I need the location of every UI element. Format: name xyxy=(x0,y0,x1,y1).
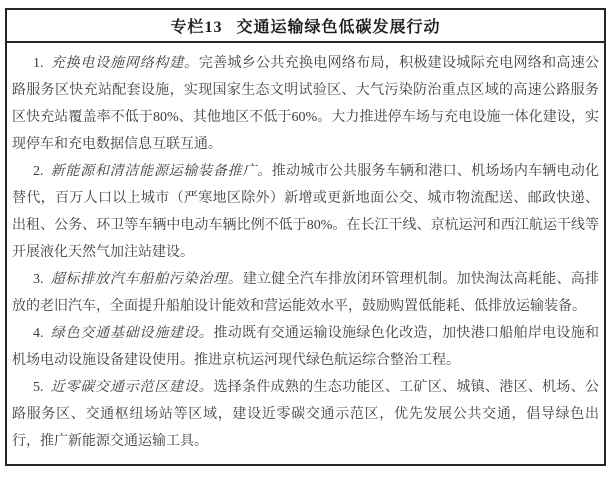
clause-5-lead: 近零碳交通示范区建设。 xyxy=(50,380,214,395)
clause-5 xyxy=(12,374,599,455)
clause-4-lead: 绿色交通基础设施建设。 xyxy=(50,326,214,341)
clause-1-text: 完善城乡公共充换电网络布局，积极建设城际充电网络和高速公路服务区快充站配套设施，实现国家生态文明试验区、大气污染防治重点区域的高速公路服务区快充站覆盖率不低于80%、其他地区不低于60%。大力推进停车场与充电设施一体化建设，实现停车和充电数据信息互联互通。 xyxy=(12,56,600,152)
panel-title-text: 交通运输绿色低碳发展行动 xyxy=(236,19,441,36)
panel-title xyxy=(7,10,604,43)
clause-1 xyxy=(12,50,599,158)
clause-2 xyxy=(12,158,599,266)
clause-5-number: 5. xyxy=(33,380,44,395)
clause-3-text: 建立健全汽车排放闭环管理机制。加快淘汰高耗能、高排放的老旧汽车，全面提升船舶设计能效和营运能效水平，鼓励购置低能耗、低排放运输装备。 xyxy=(12,272,600,314)
clause-2-number: 2. xyxy=(33,164,44,179)
panel-title-number: 专栏13 xyxy=(170,19,223,36)
clause-4-text: 推动既有交通运输设施绿色化改造，加快港口船舶岸电设施和机场电动设施设备建设使用。推进京杭运河现代绿色航运综合整治工程。 xyxy=(12,326,600,368)
clause-1-number: 1. xyxy=(33,56,44,71)
clause-3-lead: 超标排放汽车船舶污染治理。 xyxy=(50,272,243,287)
clause-3-number: 3. xyxy=(33,272,44,287)
clause-5-text: 选择条件成熟的生态功能区、工矿区、城镇、港区、机场、公路服务区、交通枢纽场站等区域，建设近零碳交通示范区，优先发展公共交通，倡导绿色出行，推广新能源交通运输工具。 xyxy=(12,380,600,449)
column-box-panel xyxy=(5,8,606,466)
clause-4 xyxy=(12,320,599,374)
clause-2-text: 推动城市公共服务车辆和港口、机场场内车辆电动化替代，百万人口以上城市（严寒地区除外）新增或更新地面公交、城市物流配送、邮政快递、出租、公务、环卫等车辆中电动车辆比例不低于80%。在长江干线、京杭运河和西江航运干线等开展液化天然气加注站建设。 xyxy=(12,164,600,260)
clause-4-number: 4. xyxy=(33,326,44,341)
clause-3 xyxy=(12,266,599,320)
clause-1-lead: 充换电设施网络构建。 xyxy=(50,56,199,71)
clause-2-lead: 新能源和清洁能源运输装备推广。 xyxy=(50,164,272,179)
panel-body xyxy=(7,43,604,455)
